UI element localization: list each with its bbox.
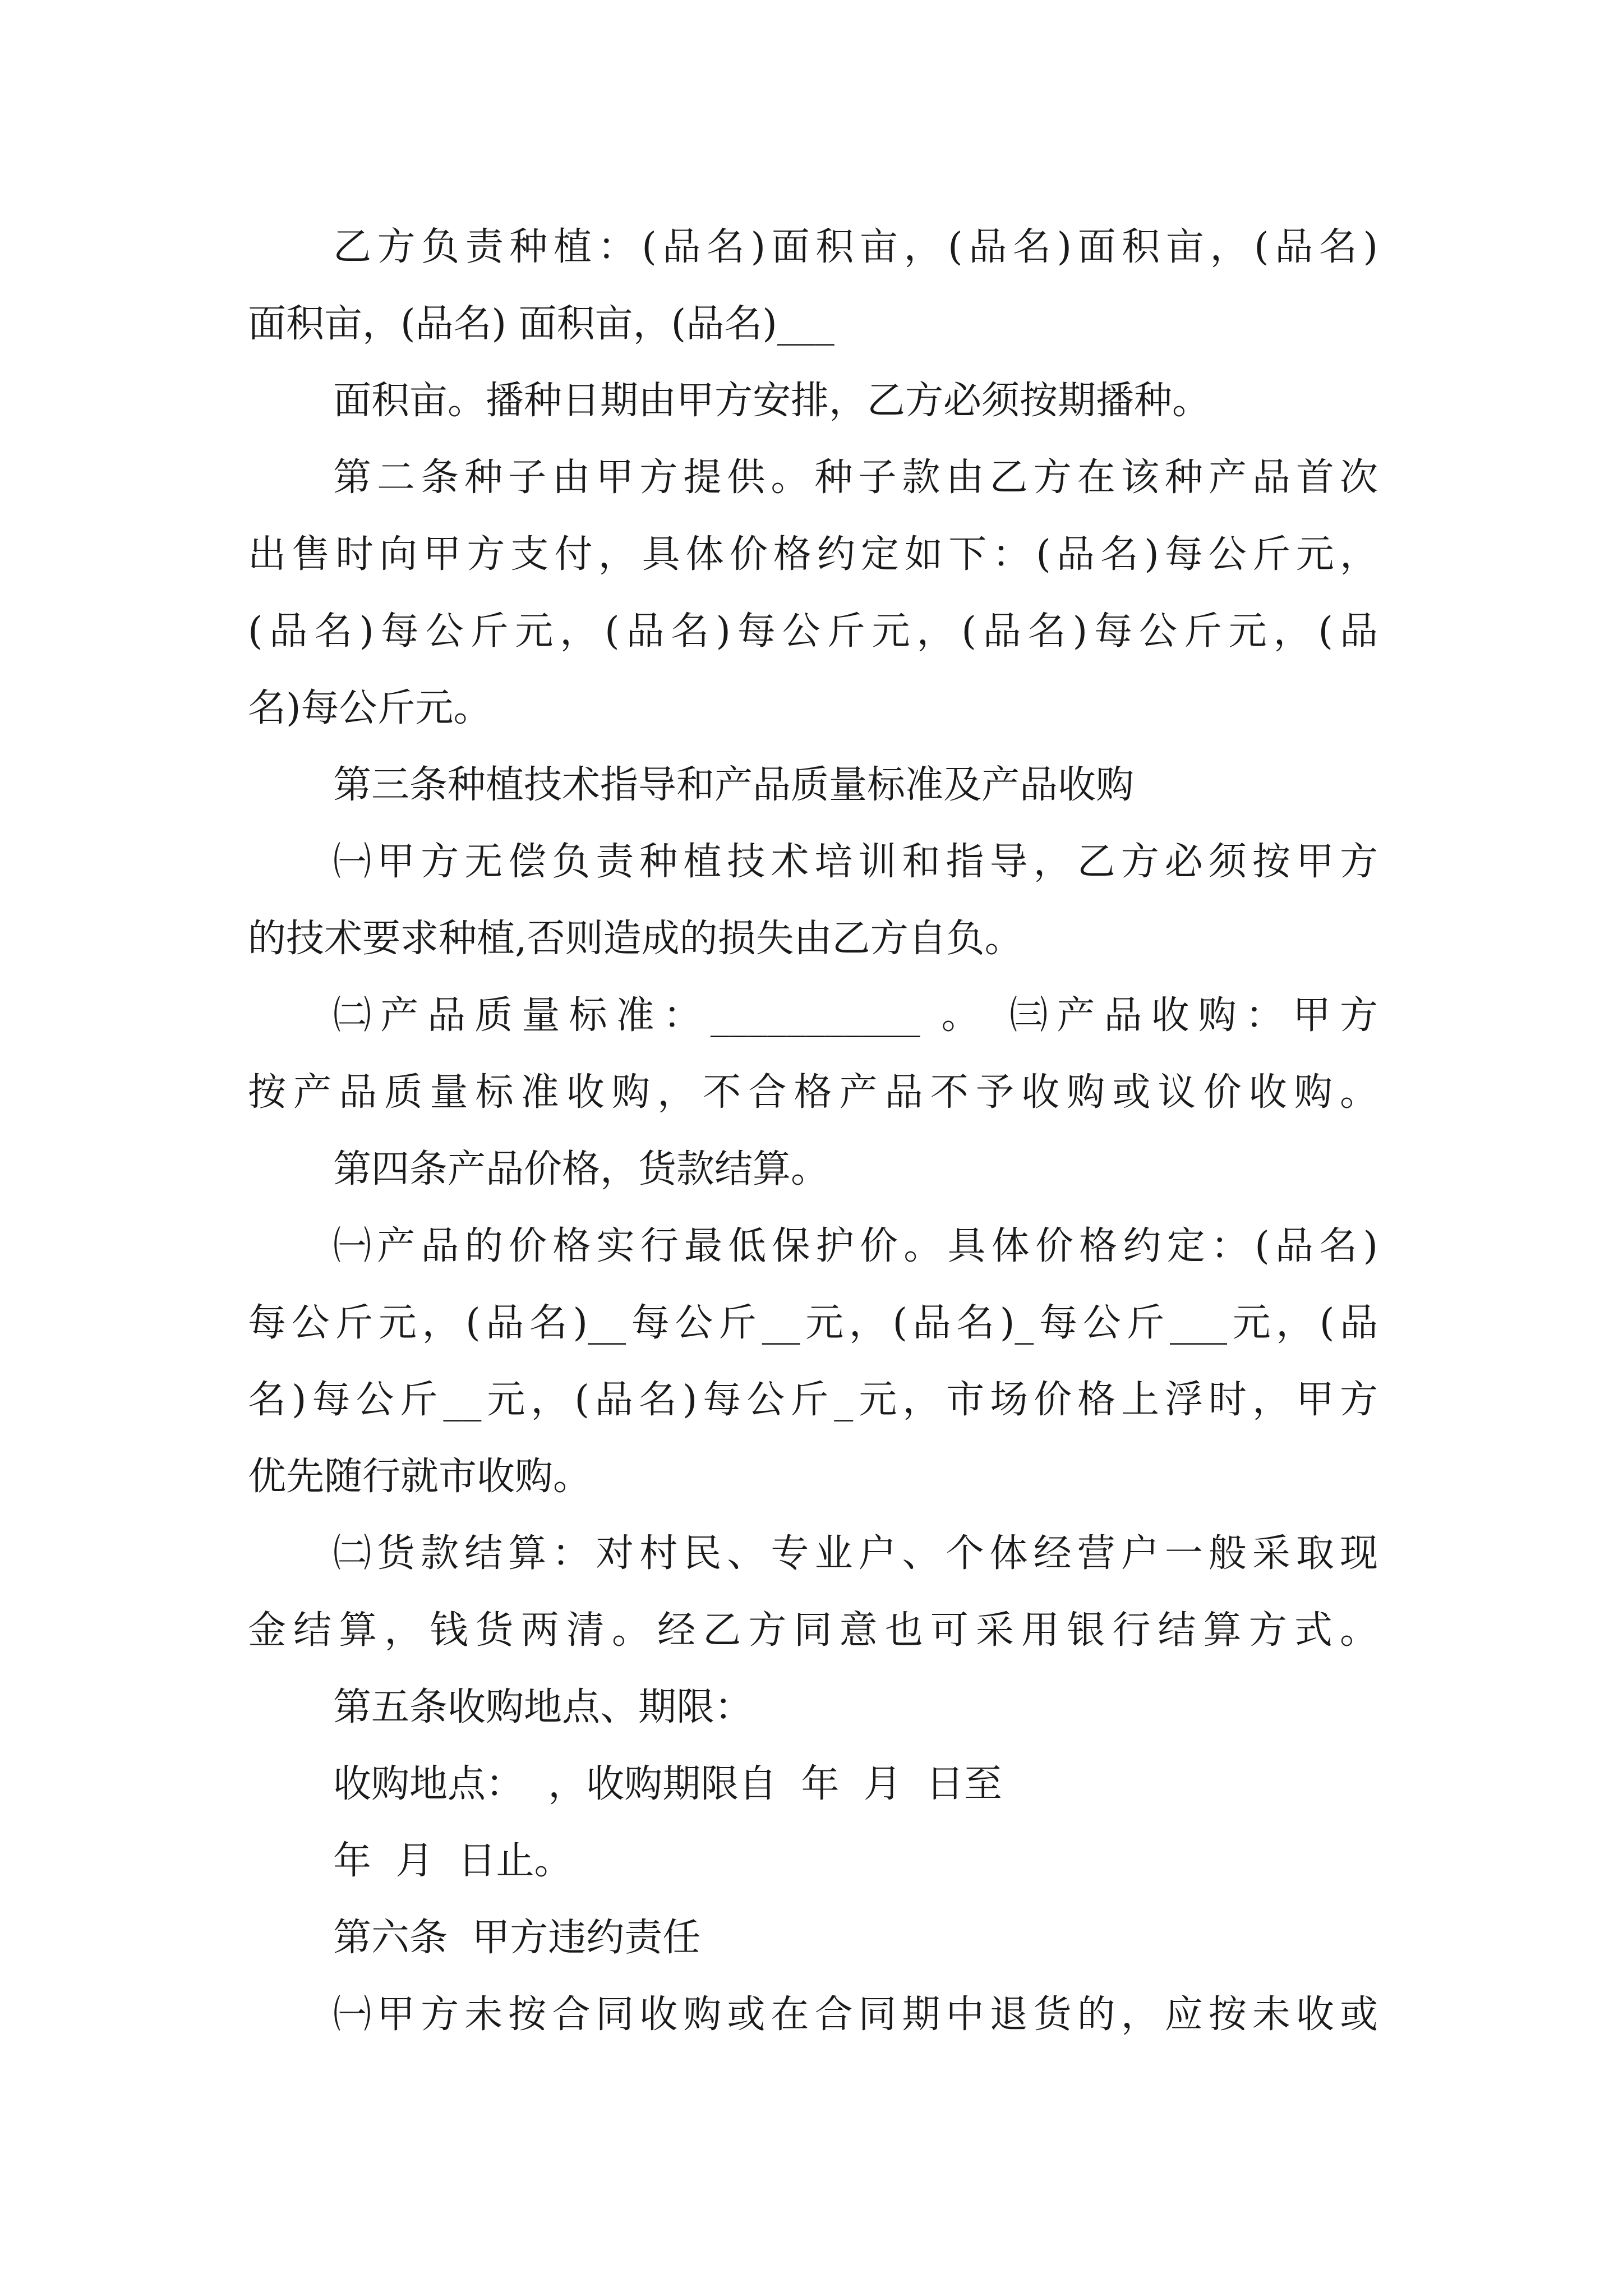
article-3-item-3-line: 按产品质量标准收购，不合格产品不予收购或议价收购。 bbox=[248, 1070, 1378, 1115]
article-2-line-2: 出售时向甲方支付，具体价格约定如下：(品名)每公斤元， bbox=[248, 532, 1378, 577]
article-2-line-4: 名)每公斤元。 bbox=[248, 686, 492, 730]
planting-area-line-2: 面积亩，(品名) 面积亩，(品名)___ bbox=[248, 302, 834, 346]
article-4-item-2-line-2: 金结算，钱货两清。经乙方同意也可采用银行结算方式。 bbox=[248, 1608, 1378, 1653]
contract-body bbox=[248, 209, 1378, 2053]
article-4-item-1-line-3: 名)每公斤__元，(品名)每公斤_元，市场价格上浮时，甲方 bbox=[248, 1378, 1378, 1422]
article-4-item-1-line-2: 每公斤元，(品名)__每公斤__元，(品名)_每公斤___元，(品 bbox=[248, 1301, 1378, 1345]
article-4-item-1-line-4: 优先随行就市收购。 bbox=[248, 1455, 592, 1499]
sowing-date-line: 面积亩。播种日期由甲方安排，乙方必须按期播种。 bbox=[333, 379, 1211, 423]
article-5-location-line: 收购地点： ，收购期限自 年 月 日至 bbox=[333, 1762, 1002, 1806]
article-4-item-1-line-1: ㈠产品的价格实行最低保护价。具体价格约定：(品名) bbox=[333, 1224, 1378, 1268]
article-3-item-1-line-2: 的技术要求种植,否则造成的损失由乙方自负。 bbox=[248, 917, 1023, 961]
article-5-end-date-line: 年 月 日止。 bbox=[333, 1839, 573, 1883]
article-5-heading: 第五条收购地点、期限： bbox=[333, 1685, 753, 1729]
article-3-item-2-line: ㈡产品质量标准：___________ 。 ㈢产品收购：甲方 bbox=[333, 993, 1378, 1038]
article-6-item-1-line: ㈠甲方未按合同收购或在合同期中退货的，应按未收或 bbox=[333, 1993, 1378, 2037]
article-6-heading: 第六条 甲方违约责任 bbox=[333, 1916, 701, 1960]
planting-area-line-1: 乙方负责种植：(品名)面积亩，(品名)面积亩，(品名) bbox=[333, 225, 1378, 269]
article-4-heading: 第四条产品价格，货款结算。 bbox=[333, 1147, 829, 1191]
article-2-line-3: (品名)每公斤元，(品名)每公斤元，(品名)每公斤元，(品 bbox=[248, 609, 1378, 654]
article-2-line-1: 第二条种子由甲方提供。种子款由乙方在该种产品首次 bbox=[333, 455, 1378, 500]
article-4-item-2-line-1: ㈡货款结算：对村民、专业户、个体经营户一般采取现 bbox=[333, 1531, 1378, 1576]
article-3-item-1-line-1: ㈠甲方无偿负责种植技术培训和指导，乙方必须按甲方 bbox=[333, 840, 1378, 884]
article-3-heading: 第三条种植技术指导和产品质量标准及产品收购 bbox=[333, 763, 1135, 807]
